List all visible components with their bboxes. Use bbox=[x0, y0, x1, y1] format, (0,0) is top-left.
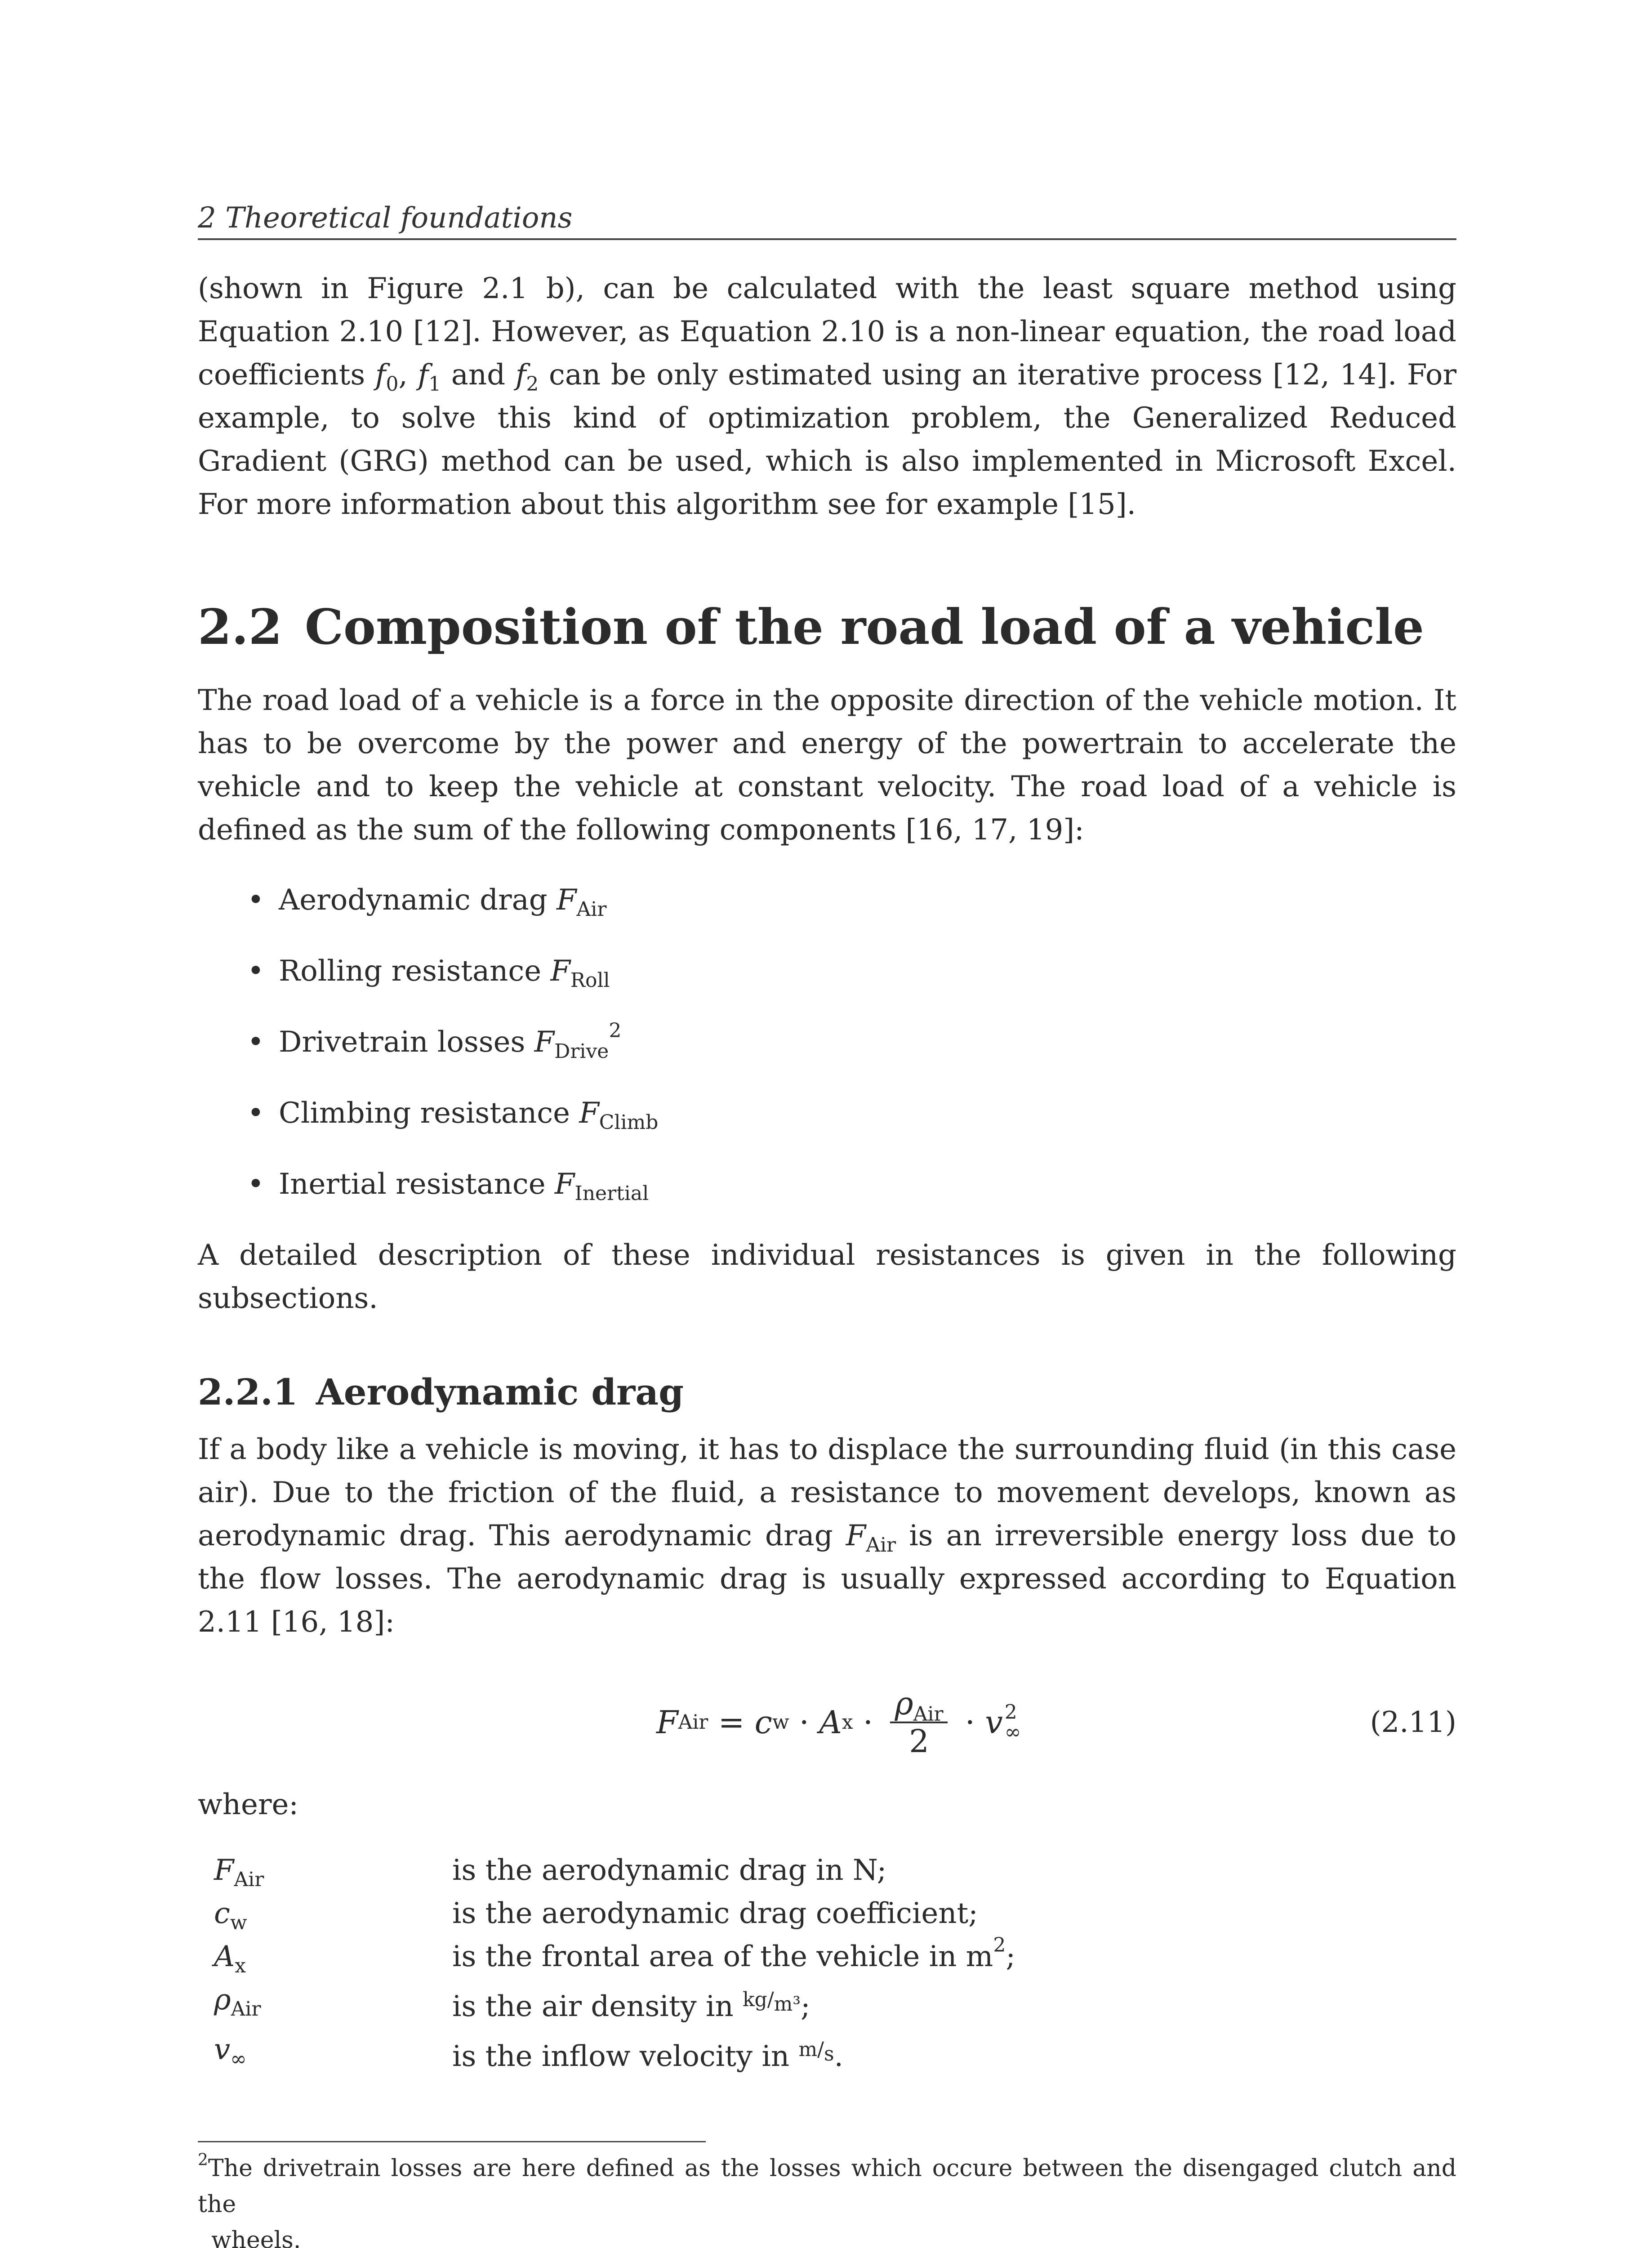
def-sym: A bbox=[214, 1940, 235, 1973]
equation-number: (2.11) bbox=[1370, 1706, 1456, 1739]
subsection-number: 2.2.1 bbox=[198, 1371, 298, 1413]
inline-symbol: F bbox=[846, 1519, 866, 1552]
intro-paragraph bbox=[198, 267, 1456, 526]
where-label: where: bbox=[198, 1788, 298, 1821]
list-item bbox=[247, 1092, 1456, 1135]
list-item-subscript: Inertial bbox=[574, 1182, 649, 1205]
list-item-symbol: F bbox=[557, 883, 577, 917]
unit-den: m³ bbox=[774, 1993, 801, 2016]
section-heading bbox=[198, 598, 1456, 656]
section-title: Composition of the road load of a vehicle bbox=[304, 599, 1424, 656]
def-sub: Air bbox=[234, 1868, 264, 1891]
coef-f0: f bbox=[375, 358, 386, 392]
list-item-symbol: F bbox=[550, 955, 570, 988]
def-sym: c bbox=[214, 1897, 230, 1930]
unit-fraction: m/s bbox=[798, 2038, 834, 2065]
def-sub: w bbox=[230, 1911, 247, 1934]
equation-body: F Air = c w · A x · $\frac{\rho_{Air}}{2}$ · v 2 ∞ bbox=[656, 1685, 1021, 1760]
eq-cw: c bbox=[754, 1704, 772, 1741]
subsection-text-a: If a body like a vehicle is moving, it has to displace the surrounding fluid (in this case air). Due to the friction of the fluid, a resistance to movement develops, known as aerodynamic drag. This aerodynamic drag bbox=[198, 1433, 1456, 1552]
eq-v-sub: ∞ bbox=[1004, 1721, 1021, 1744]
eq-dot: · bbox=[853, 1704, 883, 1741]
comma: , bbox=[398, 358, 408, 392]
def-text: is the inflow velocity in bbox=[452, 2040, 799, 2073]
definition-row bbox=[198, 2028, 1015, 2078]
list-item-symbol: F bbox=[534, 1026, 555, 1059]
subsection-title: Aerodynamic drag bbox=[316, 1371, 684, 1413]
footnote-line-1: The drivetrain losses are here defined as the losses which occure between the disengaged clutch and the bbox=[198, 2155, 1456, 2218]
section-number: 2.2 bbox=[198, 599, 282, 656]
footnote-mark: 2 bbox=[198, 2151, 208, 2169]
intro-text-a: (shown in Figure 2.1 b), can be calculated with the least square method using Equation 2.10 [12]. However, as Equation 2.10 is a non-linear equation, the road load coefficients bbox=[198, 272, 1456, 392]
definition-row bbox=[198, 1892, 1015, 1935]
coef-f2: f bbox=[515, 358, 526, 392]
list-item bbox=[247, 879, 1456, 922]
symbol-definitions bbox=[198, 1849, 1015, 2078]
list-item bbox=[247, 1021, 1456, 1064]
unit-num: m bbox=[798, 2038, 818, 2061]
list-item-label: Aerodynamic drag bbox=[279, 883, 557, 917]
definition-text: is the aerodynamic drag in N; bbox=[452, 1854, 887, 1887]
unit-den: s bbox=[824, 2043, 834, 2065]
coef-f0-sub: 0 bbox=[386, 373, 399, 396]
def-tail: ; bbox=[801, 1990, 810, 2023]
list-item-symbol: F bbox=[554, 1168, 575, 1201]
eq-fraction bbox=[890, 1686, 948, 1759]
def-sub: x bbox=[235, 1954, 246, 1977]
def-sym: ρ bbox=[214, 1983, 231, 2016]
coef-f1: f bbox=[418, 358, 429, 392]
section-paragraph: The road load of a vehicle is a force in the opposite direction of the vehicle motion. It has to be overcome by the power and energy of the powertrain to accelerate the vehicle and to keep the vehicle at constant velocity. The road load of a vehicle is defined as the sum of the following components [16, 17, 19]: bbox=[198, 684, 1456, 847]
coef-f2-sub: 2 bbox=[526, 373, 539, 396]
def-sym: F bbox=[214, 1854, 234, 1887]
definition-text bbox=[452, 2028, 1015, 2078]
subsection-text-b: is an irreversible energy loss due to the flow losses. The aerodynamic drag is usually expressed according to Equation 2.11 [16, 18]: bbox=[198, 1519, 1457, 1639]
list-item-subscript: Roll bbox=[570, 969, 610, 992]
inline-symbol-sub: Air bbox=[866, 1534, 896, 1557]
list-item-subscript: Climb bbox=[599, 1111, 659, 1134]
footnote-rule bbox=[198, 2141, 706, 2142]
definition-text bbox=[452, 1978, 1015, 2028]
def-text: is the frontal area of the vehicle in m bbox=[452, 1940, 993, 1973]
eq-denominator: 2 bbox=[909, 1723, 929, 1760]
definition-text bbox=[452, 1935, 1015, 1978]
and-text: and bbox=[441, 358, 516, 392]
footnote-mark-link[interactable]: 2 bbox=[609, 1019, 622, 1042]
list-item-subscript: Air bbox=[576, 898, 607, 921]
def-text: is the air density in bbox=[452, 1990, 743, 2023]
definition-text: is the aerodynamic drag coefficient; bbox=[452, 1897, 978, 1930]
list-item-symbol: F bbox=[579, 1097, 599, 1130]
section-closing: A detailed description of these individual resistances is given in the following subsections. bbox=[198, 1239, 1456, 1315]
footnote-line-2: wheels. bbox=[211, 2227, 301, 2248]
definition-symbol bbox=[198, 1978, 452, 2028]
definition-symbol bbox=[198, 1849, 452, 1892]
eq-v-sup: 2 bbox=[1004, 1701, 1017, 1724]
eq-v: v bbox=[985, 1704, 1003, 1741]
def-sub: Air bbox=[231, 1998, 261, 2021]
definition-symbol bbox=[198, 2028, 452, 2078]
eq-rho-sub: Air bbox=[913, 1703, 944, 1726]
coef-f1-sub: 1 bbox=[428, 373, 441, 396]
list-item-label: Drivetrain losses bbox=[279, 1026, 534, 1059]
subsection-paragraph bbox=[198, 1428, 1456, 1644]
definition-row bbox=[198, 1935, 1015, 1978]
list-item-label: Inertial resistance bbox=[279, 1168, 555, 1201]
list-item bbox=[247, 1163, 1456, 1206]
eq-equals: = bbox=[708, 1704, 755, 1741]
list-item-label: Climbing resistance bbox=[279, 1097, 579, 1130]
definition-symbol bbox=[198, 1935, 452, 1978]
eq-lhs: F bbox=[656, 1704, 678, 1741]
def-sup: 2 bbox=[993, 1934, 1006, 1957]
def-sub: ∞ bbox=[230, 2047, 247, 2070]
definition-row bbox=[198, 1978, 1015, 2028]
unit-num: kg bbox=[743, 1988, 767, 2011]
footnote bbox=[198, 2150, 1456, 2248]
definition-symbol bbox=[198, 1892, 452, 1935]
components-list bbox=[247, 879, 1456, 1206]
running-head: 2 Theoretical foundations bbox=[198, 198, 1456, 240]
list-item-label: Rolling resistance bbox=[279, 955, 551, 988]
eq-dot: · bbox=[955, 1704, 985, 1741]
equation-2-11 bbox=[198, 1671, 1456, 1774]
definition-row bbox=[198, 1849, 1015, 1892]
intro-text-b: can be only estimated using an iterative process [12, 14]. For example, to solve this kind of optimization problem, the Generalized Reduced Gradient (GRG) method can be used, which is also implemented in Microsoft Excel. For more information about this algorithm see for example [15]. bbox=[198, 358, 1457, 521]
unit-fraction: kg/m³ bbox=[743, 1988, 801, 2016]
eq-ax: A bbox=[819, 1704, 842, 1741]
def-tail: . bbox=[834, 2040, 843, 2073]
subsection-heading bbox=[198, 1369, 1456, 1414]
document-page bbox=[198, 198, 1456, 2248]
list-item-subscript: Drive bbox=[554, 1040, 609, 1063]
def-sym: v bbox=[214, 2033, 231, 2066]
eq-dot: · bbox=[789, 1704, 819, 1741]
eq-rho: ρ bbox=[895, 1685, 913, 1722]
def-tail: ; bbox=[1006, 1940, 1015, 1973]
list-item bbox=[247, 950, 1456, 993]
